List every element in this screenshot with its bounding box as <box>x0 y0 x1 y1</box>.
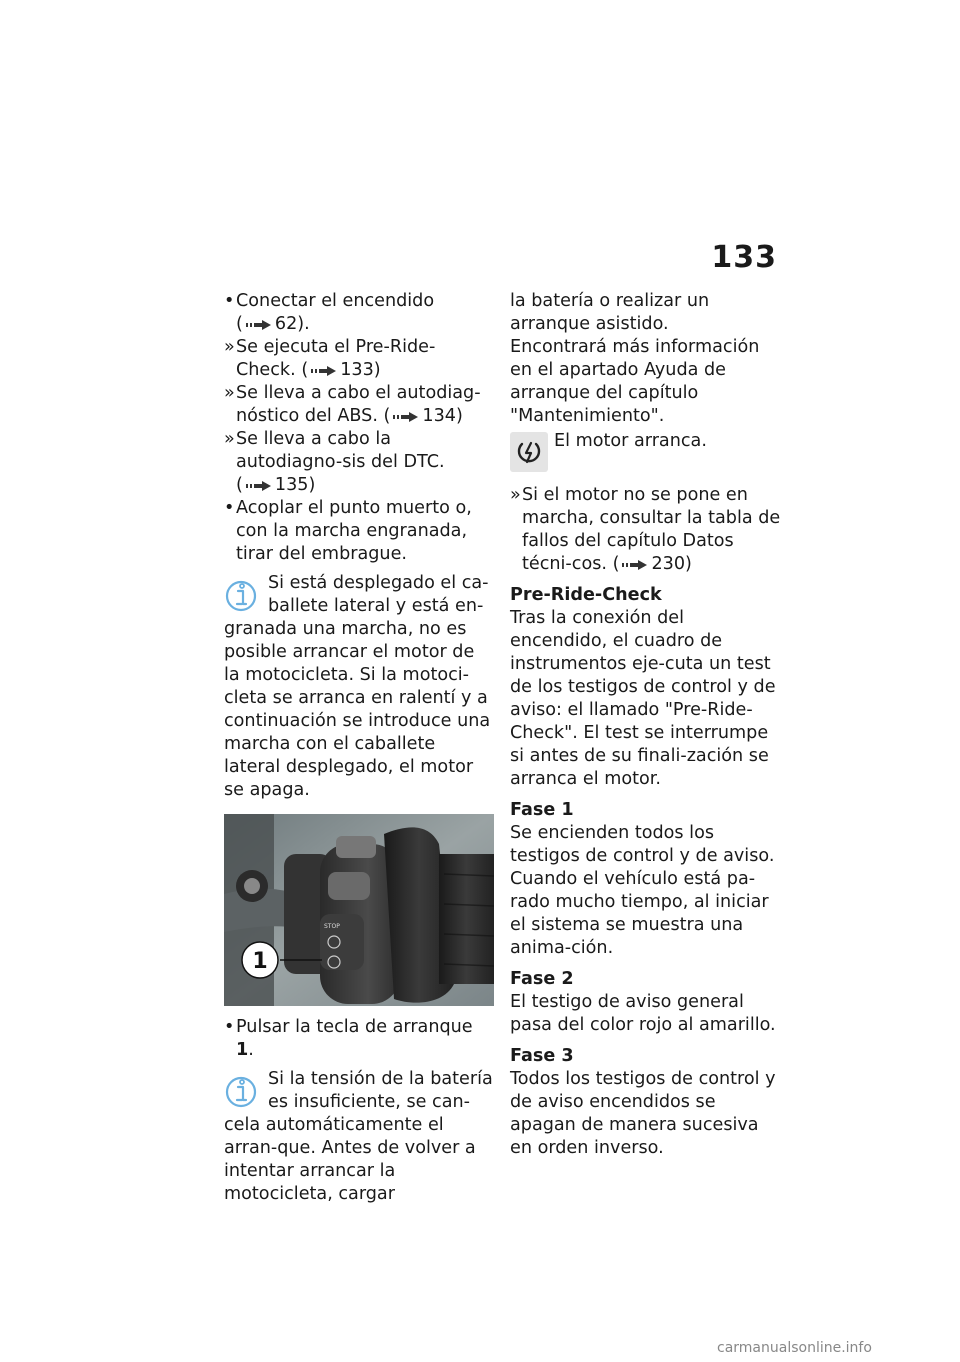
stop-label: STOP <box>324 923 340 930</box>
step-mark: • <box>224 291 235 311</box>
note-text-rest: granada una marcha, no es posible arrancar el motor de la motocicleta. Si la motoci-cleta se arranca en ralentí y a continuación se introduce una marcha con el caballete lateral desplegado, el motor se apaga. <box>224 619 491 800</box>
handlebar-switch-photo <box>224 814 494 1006</box>
phase-3-text: Todos los testigos de control y de aviso encendidos se apagan de manera sucesiva en orden inverso. <box>510 1069 776 1158</box>
step-item <box>224 497 494 566</box>
phase-1-heading: Fase 1 <box>510 800 574 820</box>
ref-page: 230 <box>651 554 686 574</box>
page-arrow-icon <box>622 559 648 571</box>
ref-page: 62 <box>274 314 298 334</box>
ref-open: ( <box>301 360 309 380</box>
left-column <box>224 290 494 1206</box>
step-press-start <box>224 1016 494 1062</box>
ref-close: ) <box>373 360 381 380</box>
step-text: Se ejecuta el Pre-Ride-Check. <box>236 337 436 380</box>
press-start-text: Pulsar la tecla de arranque <box>236 1017 473 1037</box>
step-text: Se lleva a cabo el autodiag-nóstico del ABS. <box>236 383 481 426</box>
page-arrow-icon <box>246 319 272 331</box>
info-icon <box>224 576 258 616</box>
more-info-text: Encontrará más información en el apartado Ayuda de arranque del capítulo "Mantenimiento". <box>510 337 760 426</box>
step-text: Se lleva a cabo la autodiagno-sis del DTC. <box>236 429 445 472</box>
step-mark: » <box>224 337 235 357</box>
info-icon <box>224 1072 258 1112</box>
step-mark: » <box>224 383 235 403</box>
ref-close: ) <box>456 406 463 426</box>
page-ref[interactable] <box>384 406 463 426</box>
ref-close: ) <box>308 475 316 495</box>
phase-3-heading: Fase 3 <box>510 1046 574 1066</box>
page-arrow-icon <box>311 365 337 377</box>
ref-open: ( <box>236 314 243 334</box>
info-note-sidestand <box>224 572 494 802</box>
step-mark: » <box>224 429 235 449</box>
note-text-first: Si la tensión de la batería es insuficiente, se can- <box>268 1069 493 1112</box>
note-text-first: Si está desplegado el ca-ballete lateral y está en- <box>268 573 489 616</box>
bullet: • <box>224 1017 235 1037</box>
engine-start-icon <box>510 432 548 472</box>
ref-page: 133 <box>340 360 374 380</box>
step-mark: • <box>224 498 235 518</box>
battery-continuation: la batería o realizar un arranque asistido. <box>510 291 710 334</box>
step-list <box>224 290 494 566</box>
step-item <box>224 290 494 336</box>
step-item <box>224 382 494 428</box>
phase-1-text-a: Se encienden todos los testigos de control y de aviso. <box>510 823 775 866</box>
ref-open: ( <box>383 406 391 426</box>
result-mark: » <box>510 485 521 505</box>
page-ref[interactable] <box>613 554 692 574</box>
info-note-battery <box>224 1068 494 1206</box>
press-end: . <box>248 1040 254 1060</box>
ref-page: 134 <box>422 406 456 426</box>
step-text: Conectar el encendido <box>236 291 435 311</box>
footer-watermark: carmanualsonline.info <box>717 1340 872 1356</box>
start-key-ref: 1 <box>236 1040 249 1060</box>
pre-ride-check-text: Tras la conexión del encendido, el cuadro de instrumentos eje-cuta un test de los testigos de control y de aviso: el llamado "Pre-Ride-Check". El test se interrumpe si antes de su finali-zación se arranca el motor. <box>510 608 776 789</box>
page-ref[interactable] <box>236 314 310 334</box>
ref-close: ). <box>297 314 310 334</box>
ref-close: ) <box>685 554 692 574</box>
no-start-text: Si el motor no se pone en marcha, consultar la tabla de fallos del capítulo Datos técni-cos. <box>522 485 781 574</box>
phase-2-text: El testigo de aviso general pasa del color rojo al amarillo. <box>510 992 776 1035</box>
page-arrow-icon <box>393 411 419 423</box>
ref-page: 135 <box>274 475 309 495</box>
ref-open: ( <box>236 475 243 495</box>
step-item <box>224 336 494 382</box>
page-ref[interactable] <box>301 360 380 380</box>
step-item <box>224 428 494 497</box>
right-column <box>510 290 782 1160</box>
page-arrow-icon <box>246 480 272 492</box>
ref-open: ( <box>612 554 620 574</box>
phase-2-heading: Fase 2 <box>510 969 574 989</box>
pre-ride-check-heading: Pre-Ride-Check <box>510 585 662 605</box>
motor-starts-text: El motor arranca. <box>554 431 707 451</box>
photo-callout-1: 1 <box>252 949 268 974</box>
page-number: 133 <box>711 240 777 275</box>
page-ref[interactable] <box>236 475 315 495</box>
note-text-rest: cela automáticamente el arran-que. Antes de volver a intentar arrancar la motocicleta, cargar <box>224 1115 476 1204</box>
step-text: Acoplar el punto muerto o, con la marcha engranada, tirar del embrague. <box>236 498 472 564</box>
step-no-start <box>510 484 782 576</box>
motor-starts-row <box>510 430 782 478</box>
phase-1-text-b: Cuando el vehículo está pa-rado mucho tiempo, al iniciar el sistema se muestra una anima-ción. <box>510 869 769 958</box>
